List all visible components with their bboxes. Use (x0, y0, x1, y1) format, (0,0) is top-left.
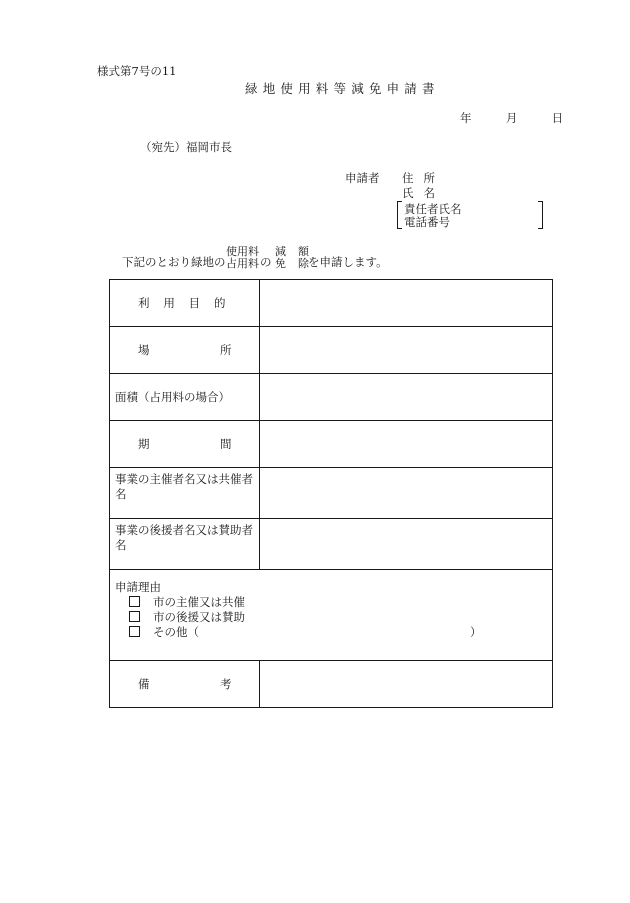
year-label: 年 (460, 111, 472, 125)
action-choice (275, 246, 309, 270)
fee-usage: 使用料 (226, 245, 259, 258)
reason-heading: 申請理由 (115, 580, 161, 594)
period-field[interactable] (259, 421, 553, 468)
action-reduce-b: 額 (298, 245, 309, 258)
other-close-paren: ） (470, 625, 482, 639)
table-row (110, 468, 553, 519)
left-bracket (397, 201, 402, 229)
table-row (110, 280, 553, 327)
checkbox[interactable] (129, 596, 140, 607)
contact-bracket (397, 201, 543, 229)
month-label: 月 (505, 111, 518, 125)
purpose-label: 利 用 目 的 (110, 280, 260, 327)
table-row (110, 421, 553, 468)
checkbox[interactable] (129, 626, 140, 637)
remarks-field[interactable] (259, 661, 553, 708)
table-row (110, 327, 553, 374)
place-field[interactable] (259, 327, 553, 374)
remarks-label: 備 考 (110, 661, 260, 708)
table-row (110, 519, 553, 570)
organizer-label: 事業の主催者名又は共催者名 (110, 468, 260, 519)
addressee: （宛先）福岡市長 (140, 140, 232, 154)
action-exempt-a: 免 (275, 257, 286, 270)
fee-occupancy: 占用料 (226, 257, 259, 270)
form-number: 様式第7号の11 (97, 64, 177, 78)
responsible-name-label: 責任者氏名 (404, 202, 462, 216)
date-line (460, 110, 563, 126)
fee-type-choice (226, 246, 259, 270)
sentence-pre: 下記のとおり緑地の (122, 255, 226, 269)
document-title: 緑地使用料等減免申請書 (245, 81, 440, 96)
purpose-field[interactable] (259, 280, 553, 327)
day-label: 日 (551, 111, 564, 125)
table-row (110, 661, 553, 708)
reason-cell (110, 570, 553, 661)
right-bracket (538, 201, 543, 229)
area-label: 面積（占用料の場合） (110, 374, 260, 421)
applicant-label: 申請者 (345, 171, 380, 185)
reason-option-support[interactable]: 市の後援又は賛助 (115, 610, 547, 625)
supporter-field[interactable] (259, 519, 553, 570)
action-reduce-a: 減 (275, 245, 286, 258)
supporter-label: 事業の後援者名又は賛助者名 (110, 519, 260, 570)
place-label: 場 所 (110, 327, 260, 374)
checkbox[interactable] (129, 611, 140, 622)
name-label: 氏名 (402, 186, 445, 200)
action-exempt-b: 除 (298, 257, 309, 270)
sentence-post: を申請します。 (308, 255, 388, 269)
organizer-field[interactable] (259, 468, 553, 519)
period-label: 期 間 (110, 421, 260, 468)
phone-label: 電話番号 (404, 215, 450, 229)
table-row (110, 570, 553, 661)
address-label: 住所 (402, 171, 445, 185)
application-table (109, 279, 553, 708)
area-field[interactable] (259, 374, 553, 421)
reason-option-host[interactable]: 市の主催又は共催 (115, 595, 547, 610)
table-row (110, 374, 553, 421)
sentence-no: の (260, 255, 272, 269)
reason-option-other[interactable]: その他（ ） (115, 625, 547, 640)
